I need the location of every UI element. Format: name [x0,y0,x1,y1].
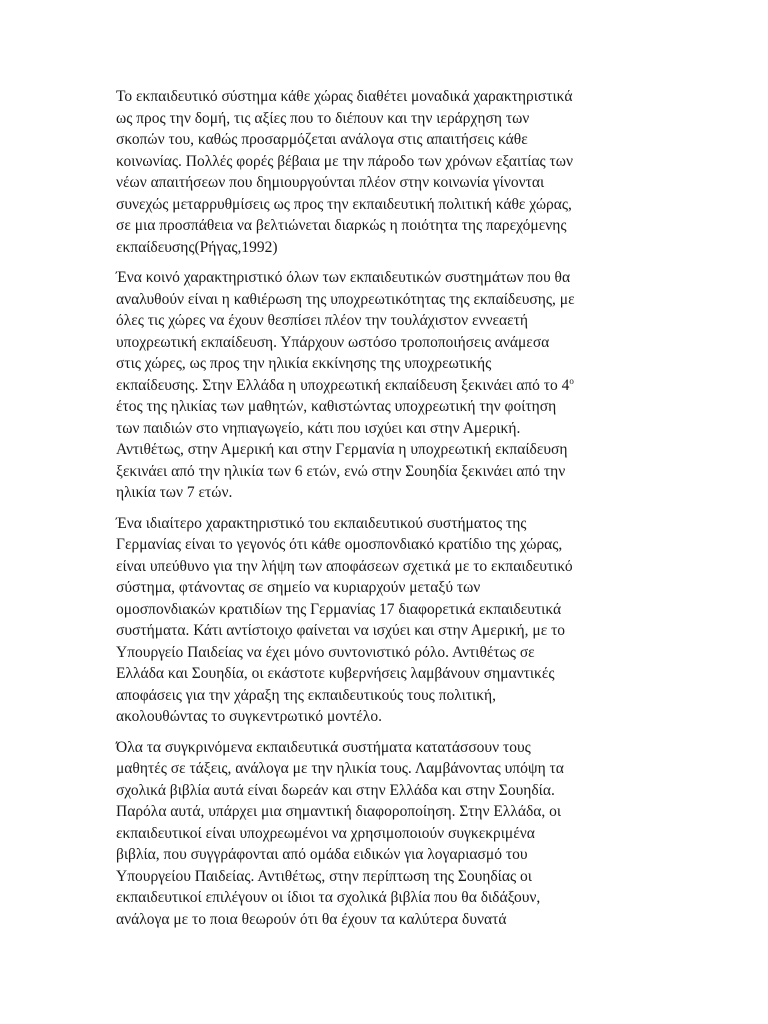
text-line: Το εκπαιδευτικό σύστημα κάθε χώρας διαθέτει μοναδικά χαρακτηριστικά [116,88,573,105]
text-line: σύστημα, φτάνοντας σε σημείο να κυριαρχούν μεταξύ των [116,579,481,596]
text-line: Παρόλα αυτά, υπάρχει μια σημαντική διαφοροποίηση. Στην Ελλάδα, οι [116,803,562,820]
text-line: υποχρεωτική εκπαίδευση. Υπάρχουν ωστόσο τροποποιήσεις ανάμεσα [116,333,550,351]
ordinal-superscript: ο [569,375,574,386]
text-line: έτος της ηλικίας των μαθητών, καθιστώντας υποχρεωτική την φοίτηση [116,398,557,415]
text-line: σε μια προσπάθεια να βελτιώνεται διαρκώς η ποιότητα της παρεχόμενης [116,217,567,234]
text-line: σχολικά βιβλία αυτά είναι δωρεάν και στην Ελλάδα και στην Σουηδία. [116,781,555,799]
text-line: στις χώρες, ως προς την ηλικία εκκίνησης της υποχρεωτικής [116,355,492,372]
text-line: όλες τις χώρες να έχουν θεσπίσει πλέον την τουλάχιστον εννεαετή [116,312,529,329]
text-line: ανάλογα με το ποια θεωρούν ότι θα έχουν τα καλύτερα δυνατά [116,910,507,928]
text-line: εκπαίδευσης(Ρήγας,1992) [116,238,278,256]
paragraph-3 [116,513,656,728]
text-line: Ένα κοινό χαρακτηριστικό όλων των εκπαιδευτικών συστημάτων που θα [116,269,571,286]
text-line: αναλυθούν είναι η καθιέρωση της υποχρεωτικότητας της εκπαίδευσης, με [116,290,575,308]
text-line: νέων απαιτήσεων που δημιουργούνται πλέον στην κοινωνία γίνονται [116,174,545,191]
text-line: των παιδιών στο νηπιαγωγείο, κάτι που ισχύει και στην Αμερική. [116,419,521,437]
text-line: ομοσπονδιακών κρατιδίων της Γερμανίας 17 διαφορετικά εκπαιδευτικά [116,600,562,618]
text-line: εκπαιδευτικοί είναι υποχρεωμένοι να χρησιμοποιούν συγκεκριμένα [116,824,535,842]
text-line: Γερμανίας είναι το γεγονός ότι κάθε ομοσπονδιακό κρατίδιο της χώρας, [116,536,563,553]
paragraph-4 [116,737,656,931]
paragraph-1 [116,86,656,258]
text-line: Υπουργείο Παιδείας να έχει μόνο συντονιστικό ρόλο. Αντιθέτως σε [116,643,535,661]
text-line: εκπαιδευτικοί επιλέγουν οι ίδιοι τα σχολικά βιβλία που θα διδάξουν, [116,889,541,906]
text-line: Ελλάδα και Σουηδία, οι εκάστοτε κυβερνήσεις λαμβάνουν σημαντικές [116,665,555,682]
paragraph-2 [116,267,656,504]
text-line: ακολουθώντας το συγκεντρωτικό μοντέλο. [116,708,382,725]
text-line: Όλα τα συγκρινόμενα εκπαιδευτικά συστήματα κατατάσσουν τους [116,738,531,756]
text-line: κοινωνίας. Πολλές φορές βέβαια με την πάροδο των χρόνων εξαιτίας των [116,152,573,170]
text-line: είναι υπεύθυνο για την λήψη των αποφάσεων σχετικά με το εκπαιδευτικό [116,557,573,575]
text-line: Υπουργείου Παιδείας. Αντιθέτως, στην περίπτωση της Σουηδίας οι [116,867,532,885]
text-line: μαθητές σε τάξεις, ανάλογα με την ηλικία τους. Λαμβάνοντας υπόψη τα [116,760,564,777]
text-line: ηλικία των 7 ετών. [116,484,233,501]
text-line: βιβλία, που συγγράφονται από ομάδα ειδικών για λογαριασμό του [116,846,528,863]
text-line: σκοπών του, καθώς προσαρμόζεται ανάλογα στις απαιτήσεις κάθε [116,131,528,148]
text-line: ως προς την δομή, τις αξίες που το διέπουν και την ιεράρχηση των [116,109,530,127]
text-line: ξεκινάει από την ηλικία των 6 ετών, ενώ στην Σουηδία ξεκινάει από την [116,462,566,480]
text-line: Ένα ιδιαίτερο χαρακτηριστικό του εκπαιδευτικού συστήματος της [116,514,527,532]
text-line: αποφάσεις για την χάραξη της εκπαιδευτικούς τους πολιτική, [116,686,496,704]
text-line-with-superscript [116,375,656,397]
text-line: συνεχώς μεταρρυθμίσεις ως προς την εκπαιδευτική πολιτική κάθε χώρας, [116,195,572,213]
text-line: Αντιθέτως, στην Αμερική και στην Γερμανία η υποχρεωτική εκπαίδευση [116,441,568,458]
text-line: συστήματα. Κάτι αντίστοιχο φαίνεται να ισχύει και στην Αμερική, με το [116,622,566,639]
text-fragment: εκπαίδευσης. Στην Ελλάδα η υποχρεωτική εκπαίδευση ξεκινάει από το 4 [116,376,570,394]
